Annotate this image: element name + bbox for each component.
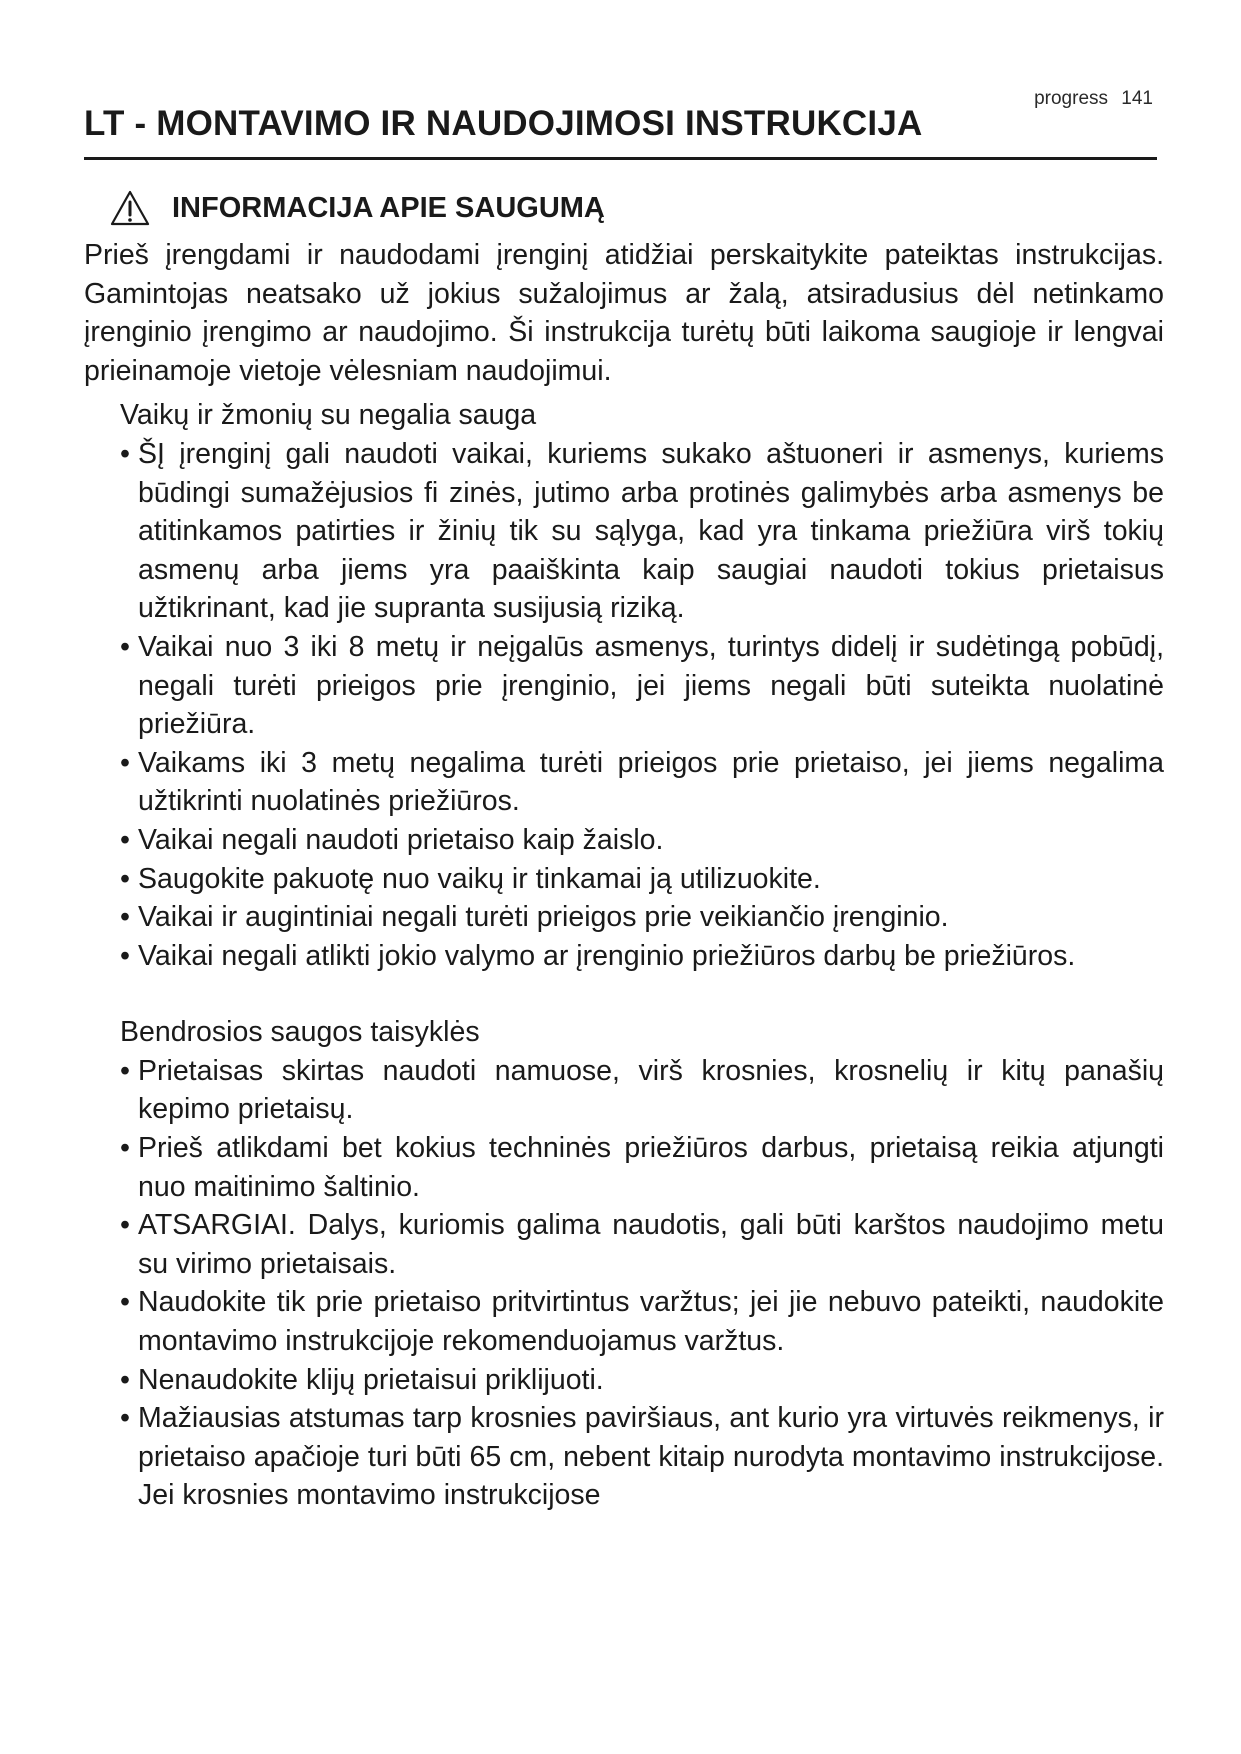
- section-spacer: [84, 975, 1164, 1013]
- list-item: • Vaikai negali atlikti jokio valymo ar įrenginio priežiūros darbų be priežiūros.: [120, 937, 1164, 976]
- list-item: • Prieš atlikdami bet kokius techninės priežiūros darbus, prietaisą reikia atjungti nuo maitinimo šaltinio.: [120, 1129, 1164, 1206]
- list-item: • ATSARGIAI. Dalys, kuriomis galima naudotis, gali būti karštos naudojimo metu su virimo prietaisais.: [120, 1206, 1164, 1283]
- list-item: • Naudokite tik prie prietaiso pritvirtintus varžtus; jei jie nebuvo pateikti, naudokite montavimo instrukcijoje rekomenduojamus varžtus.: [120, 1283, 1164, 1360]
- safety-heading: [110, 190, 605, 226]
- list-item: • Vaikai negali naudoti prietaiso kaip žaislo.: [120, 821, 1164, 860]
- page-title: LT - MONTAVIMO IR NAUDOJIMOSI INSTRUKCIJA: [84, 104, 923, 143]
- list-item: • Nenaudokite klijų prietaisui priklijuoti.: [120, 1361, 1164, 1400]
- list-item: • Vaikai ir augintiniai negali turėti prieigos prie veikiančio įrenginio.: [120, 898, 1164, 937]
- page-number: 141: [1121, 88, 1153, 109]
- list-item: • Vaikai nuo 3 iki 8 metų ir neįgalūs asmenys, turintys didelį ir sudėtingą pobūdį, negali turėti prieigos prie įrenginio, jei jiems negali būti suteikta nuolatinė priežiūra.: [120, 628, 1164, 744]
- brand-label: progress: [1034, 88, 1109, 109]
- general-section-heading: Bendrosios saugos taisyklės: [120, 1016, 480, 1049]
- list-item: • Prietaisas skirtas naudoti namuose, virš krosnies, krosnelių ir kitų panašių kepimo prietaisų.: [120, 1052, 1164, 1129]
- page-header-meta: [1034, 88, 1153, 110]
- title-divider: [84, 157, 1157, 160]
- list-item: • Vaikams iki 3 metų negalima turėti prieigos prie prietaiso, jei jiems negalima užtikrinti nuolatinės priežiūros.: [120, 744, 1164, 821]
- children-safety-list: [84, 435, 1164, 975]
- safety-intro: Prieš įrengdami ir naudodami įrenginį atidžiai perskaitykite pateiktas instrukcijas. Gamintojas neatsako už jokius sužalojimus ar žalą, atsiradusius dėl netinkamo įrenginio įrengimo ar naudojimo. Ši instrukcija turėtų būti laikoma saugioje ir lengvai prieinamoje vietoje vėlesniam naudojimui.: [84, 239, 1164, 387]
- warning-triangle-icon: [110, 190, 150, 226]
- general-safety-list: [84, 1052, 1164, 1515]
- safety-heading-text: INFORMACIJA APIE SAUGUMĄ: [172, 191, 605, 224]
- list-item: • ŠĮ įrenginį gali naudoti vaikai, kuriems sukako aštuoneri ir asmenys, kuriems būdingi sumažėjusios fi zinės, jutimo arba protinės galimybės arba asmenys be atitinkamos patirties ir žinių tik su sąlyga, kad yra tinkama priežiūra virš tokių asmenų arba jiems yra paaiškinta kaip saugiai naudoti tokius prietaisus užtikrinant, kad jie supranta susijusią riziką.: [120, 435, 1164, 628]
- list-item: • Mažiausias atstumas tarp krosnies paviršiaus, ant kurio yra virtuvės reikmenys, ir prietaiso apačioje turi būti 65 cm, nebent kitaip nurodyta montavimo instrukcijose. Jei krosnies montavimo instrukcijose: [120, 1399, 1164, 1515]
- document-body: [84, 236, 1164, 1515]
- list-item: • Saugokite pakuotę nuo vaikų ir tinkamai ją utilizuokite.: [120, 860, 1164, 899]
- children-section-heading: Vaikų ir žmonių su negalia sauga: [120, 399, 537, 432]
